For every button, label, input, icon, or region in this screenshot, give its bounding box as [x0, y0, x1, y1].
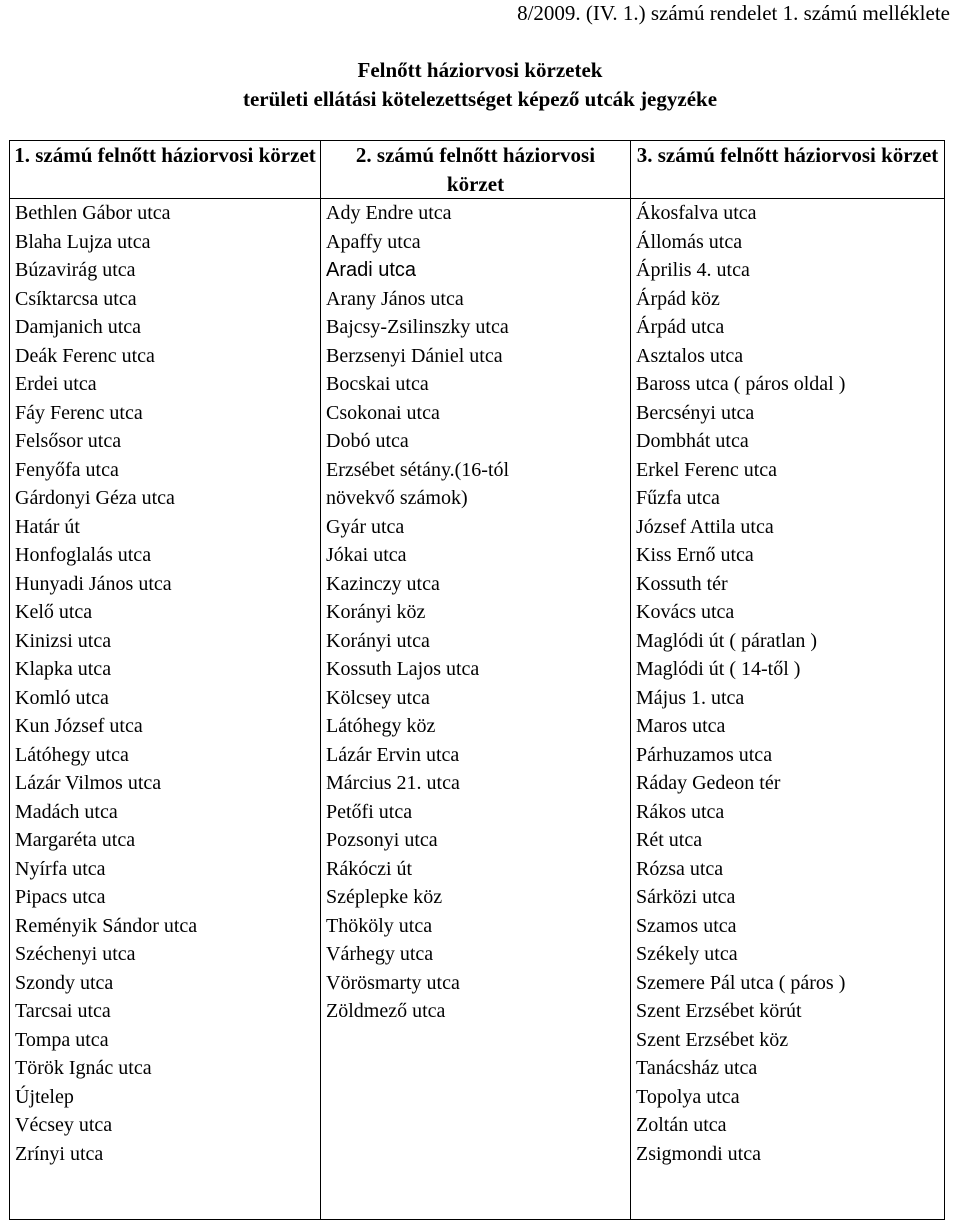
- street-list-item: Gárdonyi Géza utca: [15, 487, 175, 509]
- street-list-item: Dombhát utca: [636, 430, 749, 452]
- street-list-item: Berzsenyi Dániel utca: [326, 344, 503, 367]
- street-list-item: Látóhegy utca: [15, 743, 129, 766]
- street-list-item: Sárközi utca: [636, 886, 736, 908]
- street-list-item: Csokonai utca: [326, 401, 440, 424]
- street-list-item: Arany János utca: [326, 287, 464, 310]
- street-list-item: Deák Ferenc utca: [15, 344, 155, 367]
- street-list-item: Margaréta utca: [15, 829, 136, 851]
- street-list-item: növekvő számok): [326, 487, 468, 509]
- street-list-item: Petőfi utca: [326, 800, 413, 823]
- street-list-item: Pipacs utca: [15, 886, 106, 908]
- street-list-item: Május 1. utca: [636, 686, 745, 709]
- street-list-item: Tanácsház utca: [636, 1057, 758, 1079]
- street-list-item: Maglódi út ( 14-től ): [636, 658, 801, 680]
- street-list-item: Török Ignác utca: [15, 1057, 152, 1079]
- street-list-item: Thököly utca: [326, 914, 433, 937]
- column-heading-district-1: 1. számú felnőtt háziorvosi körzet: [10, 141, 321, 199]
- street-list-item: Apaffy utca: [326, 230, 421, 253]
- street-list-item: Kossuth tér: [636, 572, 728, 595]
- street-list-item: Aradi utca: [326, 259, 417, 281]
- street-list-item: Kiss Ernő utca: [636, 544, 754, 566]
- street-list-item: Korányi köz: [326, 601, 426, 623]
- column-heading-district-3: 3. számú felnőtt háziorvosi körzet: [631, 141, 945, 199]
- street-list-item: Határ út: [15, 515, 80, 538]
- street-list-item: Erkel Ferenc utca: [636, 458, 778, 481]
- district-3-street-cell: [631, 199, 945, 1220]
- street-list-item: Fáy Ferenc utca: [15, 401, 143, 424]
- street-list-item: Zöldmező utca: [326, 1000, 446, 1022]
- street-list-item: Újtelep: [15, 1085, 74, 1108]
- street-list-item: Árpád köz: [636, 287, 720, 310]
- street-list-item: Búzavirág utca: [15, 259, 136, 281]
- street-list-item: Rózsa utca: [636, 857, 724, 880]
- district-2-street-list: [326, 199, 625, 1026]
- street-list-item: Kovács utca: [636, 601, 735, 623]
- street-list-item: Vécsey utca: [15, 1114, 113, 1136]
- street-list-item: Klapka utca: [15, 658, 112, 680]
- street-list-item: Zsigmondi utca: [636, 1142, 761, 1165]
- column-heading-district-2: 2. számú felnőtt háziorvosi körzet: [321, 141, 631, 199]
- street-list-item: Párhuzamos utca: [636, 743, 773, 766]
- street-list-item: Lázár Vilmos utca: [15, 772, 162, 794]
- street-list-item: Maglódi út ( páratlan ): [636, 629, 818, 652]
- street-list-item: Ady Endre utca: [326, 202, 452, 224]
- street-list-item: Ráday Gedeon tér: [636, 772, 781, 794]
- street-list-item: Várhegy utca: [326, 943, 434, 965]
- street-list-item: Rákóczi út: [326, 857, 413, 880]
- street-list-item: Szent Erzsébet köz: [636, 1028, 789, 1051]
- street-list-item: Tarcsai utca: [15, 1000, 111, 1022]
- street-list-item: Széplepke köz: [326, 886, 443, 908]
- street-list-item: Kazinczy utca: [326, 572, 440, 595]
- street-list-item: Április 4. utca: [636, 259, 750, 281]
- street-list-item: Erdei utca: [15, 373, 97, 395]
- street-list-item: Topolya utca: [636, 1085, 740, 1108]
- document-title: [0, 56, 960, 114]
- decree-reference: 8/2009. (IV. 1.) számú rendelet 1. számú melléklete: [517, 1, 950, 25]
- street-list-item: Rákos utca: [636, 800, 725, 823]
- street-list-item: Gyár utca: [326, 515, 405, 538]
- street-list-item: Kossuth Lajos utca: [326, 658, 480, 680]
- street-list-item: Kelő utca: [15, 601, 93, 623]
- street-list-item: Látóhegy köz: [326, 715, 436, 737]
- district-2-street-cell: [321, 199, 631, 1220]
- street-list-item: Fűzfa utca: [636, 487, 720, 509]
- street-list-item: Állomás utca: [636, 230, 743, 253]
- street-list-item: Március 21. utca: [326, 772, 460, 794]
- street-list-item: Vörösmarty utca: [326, 971, 460, 994]
- district-1-street-cell: [10, 199, 321, 1220]
- street-list-item: Ákosfalva utca: [636, 202, 757, 224]
- street-list-item: Szent Erzsébet körút: [636, 1000, 802, 1022]
- street-list-item: Madách utca: [15, 800, 118, 823]
- street-list-item: Széchenyi utca: [15, 943, 136, 965]
- street-list-item: Nyírfa utca: [15, 857, 106, 880]
- street-list-item: Dobó utca: [326, 430, 409, 452]
- street-list-item: Fenyőfa utca: [15, 458, 119, 481]
- title-line-1: Felnőtt háziorvosi körzetek: [357, 58, 603, 82]
- street-list-item: József Attila utca: [636, 515, 774, 538]
- street-list-item: Felsősor utca: [15, 430, 122, 452]
- street-list-item: Kölcsey utca: [326, 686, 430, 709]
- street-list-item: Bocskai utca: [326, 373, 429, 395]
- street-list-item: Pozsonyi utca: [326, 829, 438, 851]
- district-streets-table: [9, 140, 945, 1220]
- street-list-item: Damjanich utca: [15, 316, 142, 338]
- street-list-item: Lázár Ervin utca: [326, 743, 460, 766]
- street-list-item: Tompa utca: [15, 1028, 109, 1051]
- street-list-item: Zrínyi utca: [15, 1142, 104, 1165]
- street-list-item: Maros utca: [636, 715, 726, 737]
- street-list-item: Szemere Pál utca ( páros ): [636, 971, 846, 994]
- street-list-item: Szamos utca: [636, 914, 737, 937]
- street-list-item: Hunyadi János utca: [15, 572, 172, 595]
- street-list-item: Zoltán utca: [636, 1114, 727, 1136]
- street-list-item: Jókai utca: [326, 544, 407, 566]
- street-list-item: Székely utca: [636, 943, 738, 965]
- street-list-item: Reményik Sándor utca: [15, 914, 198, 937]
- district-3-street-list: [636, 199, 939, 1168]
- street-list-item: Erzsébet sétány.(16-tól: [326, 458, 510, 481]
- street-list-item: Blaha Lujza utca: [15, 230, 151, 253]
- street-list-item: Kun József utca: [15, 715, 143, 737]
- district-1-street-list: [15, 199, 315, 1168]
- table-body-row: [10, 199, 945, 1220]
- street-list-item: Baross utca ( páros oldal ): [636, 373, 846, 395]
- street-list-item: Árpád utca: [636, 316, 725, 338]
- street-list-item: Honfoglalás utca: [15, 544, 152, 566]
- street-list-item: Asztalos utca: [636, 344, 744, 367]
- table-header-row: [10, 141, 945, 199]
- street-list-item: Szondy utca: [15, 971, 114, 994]
- street-list-item: Csíktarcsa utca: [15, 287, 137, 310]
- street-list-item: Bercsényi utca: [636, 401, 755, 424]
- street-list-item: Komló utca: [15, 686, 109, 709]
- title-line-2: területi ellátási kötelezettséget képező utcák jegyzéke: [242, 87, 718, 111]
- street-list-item: Korányi utca: [326, 629, 430, 652]
- street-list-item: Rét utca: [636, 829, 703, 851]
- street-list-item: Kinizsi utca: [15, 629, 112, 652]
- street-list-item: Bajcsy-Zsilinszky utca: [326, 316, 509, 338]
- street-list-item: Bethlen Gábor utca: [15, 202, 171, 224]
